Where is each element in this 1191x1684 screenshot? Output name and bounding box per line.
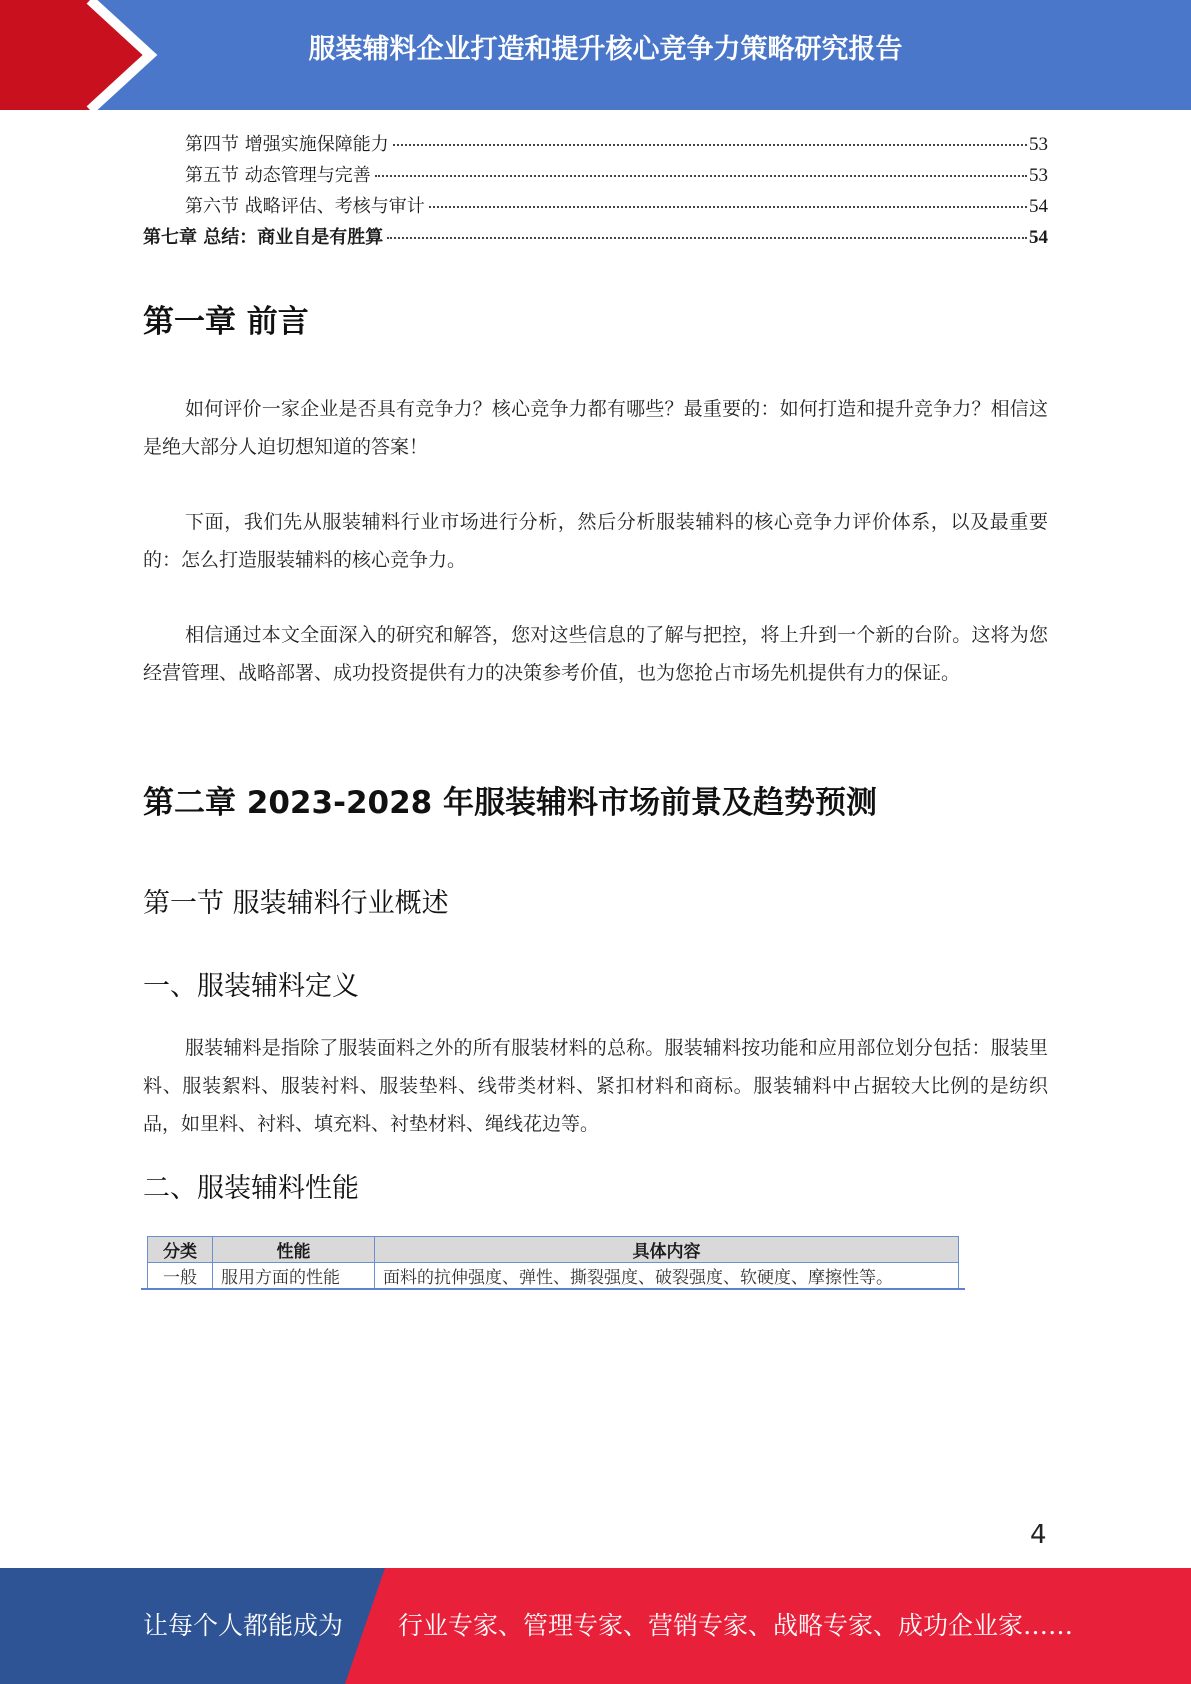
toc-entry[interactable]	[143, 192, 1048, 223]
footer-slogan-left: 让每个人都能成为	[143, 1611, 344, 1640]
toc-entry-label: 第六节 战略评估、考核与审计	[185, 196, 425, 217]
table-bottom-rule	[141, 1288, 965, 1290]
toc-leader-dots	[429, 206, 1027, 208]
toc-page-number: 54	[1029, 196, 1048, 217]
toc-leader-dots	[393, 144, 1027, 146]
toc-entry-label: 第七章 总结：商业自是有胜算	[143, 227, 384, 248]
subsection-heading: 二、服装辅料性能	[143, 1173, 359, 1204]
chapter-heading: 第二章 2023-2028 年服装辅料市场前景及趋势预测	[143, 785, 878, 821]
toc-leader-dots	[387, 237, 1027, 239]
table-cell: 一般	[148, 1263, 213, 1289]
toc-page-number: 53	[1029, 165, 1048, 186]
chapter-heading: 第一章 前言	[143, 304, 309, 340]
toc-leader-dots	[375, 175, 1027, 177]
toc-entry[interactable]	[143, 161, 1048, 192]
toc-entry-label: 第四节 增强实施保障能力	[185, 134, 389, 155]
table-cell: 面料的抗伸强度、弹性、撕裂强度、破裂强度、软硬度、摩擦性等。	[375, 1263, 959, 1289]
toc-page-number: 54	[1029, 227, 1048, 248]
toc-entry-chapter[interactable]	[143, 223, 1048, 254]
table-header-cell: 分类	[148, 1237, 213, 1263]
footer-slogan-right: 行业专家、管理专家、营销专家、战略专家、成功企业家……	[398, 1611, 1074, 1640]
toc-entry-label: 第五节 动态管理与完善	[185, 165, 371, 186]
properties-table	[147, 1236, 959, 1289]
paragraph: 服装辅料是指除了服装面料之外的所有服装材料的总称。服装辅料按功能和应用部位划分包括：服装里料、服装絮料、服装衬料、服装垫料、线带类材料、紧扣材料和商标。服装辅料中占据较大比例的是纺织品，如里料、衬料、填充料、衬垫材料、绳线花边等。	[143, 1037, 1048, 1135]
toc-entry[interactable]	[143, 130, 1048, 161]
page-number: 4	[1030, 1520, 1047, 1550]
page-footer	[0, 1568, 1191, 1684]
paragraph: 如何评价一家企业是否具有竞争力？核心竞争力都有哪些？最重要的：如何打造和提升竞争力？相信这是绝大部分人迫切想知道的答案！	[143, 398, 1048, 458]
table-header-cell: 具体内容	[375, 1237, 959, 1263]
table-of-contents	[143, 130, 1048, 254]
toc-page-number: 53	[1029, 134, 1048, 155]
table-header-cell: 性能	[213, 1237, 375, 1263]
section-heading: 第一节 服装辅料行业概述	[143, 888, 449, 919]
page-header	[0, 0, 1191, 110]
table-row	[148, 1263, 959, 1289]
subsection-heading: 一、服装辅料定义	[143, 971, 359, 1002]
paragraph: 相信通过本文全面深入的研究和解答，您对这些信息的了解与把控，将上升到一个新的台阶。这将为您经营管理、战略部署、成功投资提供有力的决策参考价值，也为您抢占市场先机提供有力的保证。	[143, 624, 1048, 684]
table-header-row	[148, 1237, 959, 1263]
paragraph: 下面，我们先从服装辅料行业市场进行分析，然后分析服装辅料的核心竞争力评价体系，以及最重要的：怎么打造服装辅料的核心竞争力。	[143, 511, 1048, 571]
table-cell: 服用方面的性能	[213, 1263, 375, 1289]
report-title: 服装辅料企业打造和提升核心竞争力策略研究报告	[308, 34, 903, 65]
